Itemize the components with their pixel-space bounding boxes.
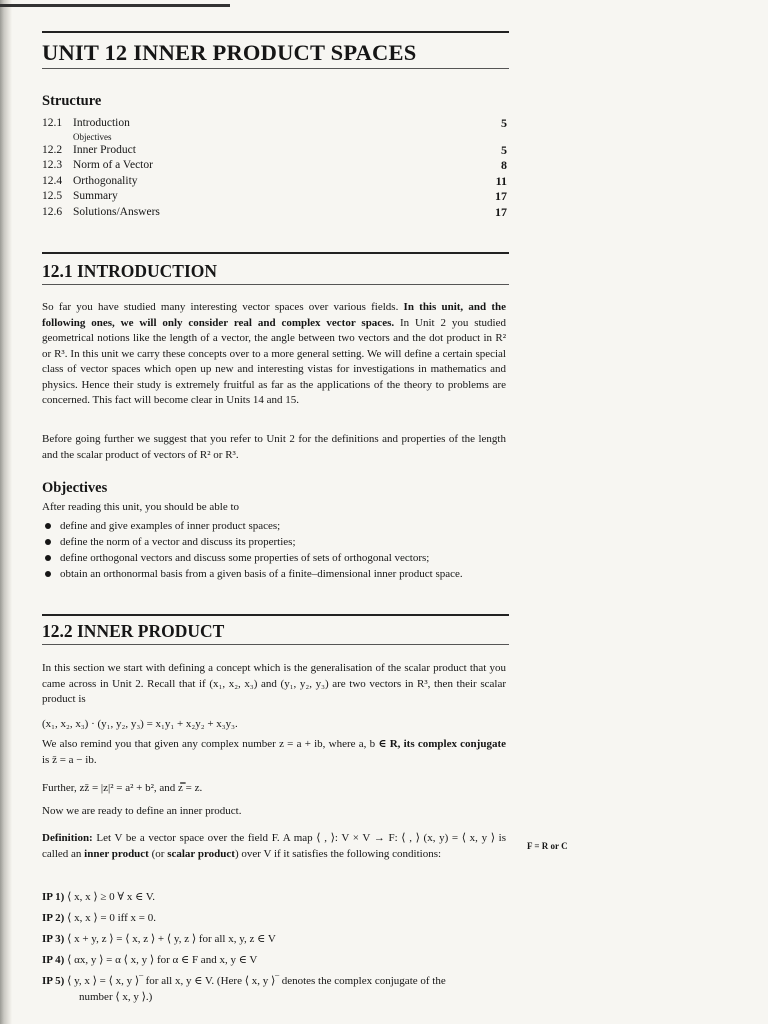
section2-title: 12.2 INNER PRODUCT bbox=[42, 621, 225, 641]
ip-condition: IP 3) ⟨ x + y, z ⟩ = ⟨ x, z ⟩ + ⟨ y, z ⟩ for all x, y, z ∈ V bbox=[42, 933, 276, 945]
scalar-product-equation: (x₁, x₂, x₃) · (y₁, y₂, y₃) = x₁y₁ + x₂y₂ + x₃y₃. bbox=[42, 718, 238, 730]
ip-condition: IP 4) ⟨ αx, y ⟩ = α ⟨ x, y ⟩ for α ∈ F and x, y ∈ V bbox=[42, 954, 258, 966]
section1-top-rule bbox=[42, 252, 509, 254]
ip-condition: IP 1) ⟨ x, x ⟩ ≥ 0 ∀ x ∈ V. bbox=[42, 891, 156, 903]
list-item: define orthogonal vectors and discuss some properties of sets of orthogonal vectors; bbox=[42, 550, 492, 566]
title-bottom-rule bbox=[42, 68, 509, 69]
structure-heading: Structure bbox=[42, 93, 102, 109]
section2-bottom-rule bbox=[42, 644, 509, 645]
ip-condition-continued: number ⟨ x, y ⟩.) bbox=[79, 991, 153, 1003]
ip-condition: IP 5) ⟨ y, x ⟩ = ⟨ x, y ⟩‾ for all x, y ∈ V. (Here ⟨ x, y ⟩‾ denotes the complex conjugate of the bbox=[42, 975, 446, 987]
intro-paragraph-2: Before going further we suggest that you refer to Unit 2 for the definitions and properties of the length and the scalar product of vectors of R² or R³. bbox=[42, 433, 506, 461]
bullet-icon bbox=[45, 571, 51, 577]
section1-bottom-rule bbox=[42, 284, 509, 285]
toc-item[interactable]: 12.3 Norm of a Vector 8 bbox=[42, 158, 507, 173]
objectives-intro: After reading this unit, you should be able to bbox=[42, 501, 240, 513]
list-item: define and give examples of inner product spaces; bbox=[42, 518, 492, 534]
toc-item[interactable]: 12.1 Introduction 5 bbox=[42, 116, 507, 130]
top-rule bbox=[0, 4, 230, 7]
toc-item[interactable]: 12.4 Orthogonality 11 bbox=[42, 173, 507, 188]
inner-product-paragraph: In this section we start with defining a concept which is the generalisation of the scalar product that you came across in Unit 2. Recall that if (x₁, x₂, x₃) and (y₁, y₂, y₃) are two vectors in R³, then their scalar product is bbox=[42, 662, 506, 705]
objectives-heading: Objectives bbox=[42, 480, 108, 496]
further-line: Further, zz̄ = |z|² = a² + b², and z̿ = z. bbox=[42, 782, 203, 794]
toc-item[interactable]: 12.2 Inner Product 5 bbox=[42, 142, 507, 157]
list-item: define the norm of a vector and discuss its properties; bbox=[42, 534, 492, 550]
table-of-contents bbox=[42, 116, 507, 221]
unit-title: UNIT 12 INNER PRODUCT SPACES bbox=[42, 40, 417, 65]
bullet-icon bbox=[45, 555, 51, 561]
title-top-rule bbox=[42, 31, 509, 33]
toc-item[interactable]: 12.6 Solutions/Answers 17 bbox=[42, 204, 507, 219]
section1-title: 12.1 INTRODUCTION bbox=[42, 261, 218, 281]
intro-paragraph: So far you have studied many interesting vector spaces over various fields. In this unit, and the following ones, we will only consider real and complex vector spaces. In Unit 2 you studied geometrical notions like the length of a vector, the angle between two vectors and the dot product in R² or R³. In this unit we carry these concepts over to a more general setting. We will define a certain special class of vector spaces which open up new and interesting vistas for investigations in mathematics and physics. Hence their study is extremely fruitful as far as the applications of the theory to problems are concerned. This fact will become clear in Units 14 and 15. bbox=[42, 301, 506, 406]
ip-condition: IP 2) ⟨ x, x ⟩ = 0 iff x = 0. bbox=[42, 912, 156, 924]
section2-top-rule bbox=[42, 614, 509, 616]
scan-binding-edge bbox=[0, 0, 12, 1024]
complex-conjugate-paragraph: We also remind you that given any complex number z = a + ib, where a, b ∈ R, its complex conjugate is z̄ = a − ib. bbox=[42, 738, 507, 766]
ready-line: Now we are ready to define an inner product. bbox=[42, 805, 242, 817]
objectives-list bbox=[42, 518, 492, 582]
margin-note: F = R or C bbox=[527, 841, 568, 851]
definition-paragraph: Definition: Let V be a vector space over the field F. A map ⟨ , ⟩: V × V → F: ⟨ , ⟩ (x, y) = ⟨ x, y ⟩ is called an inner product (or scalar product) over V if it satisfies the following conditions: bbox=[42, 832, 506, 860]
toc-subitem[interactable]: Objectives bbox=[73, 131, 112, 142]
bullet-icon bbox=[45, 539, 51, 545]
bullet-icon bbox=[45, 523, 51, 529]
toc-item[interactable]: 12.5 Summary 17 bbox=[42, 189, 507, 204]
list-item: obtain an orthonormal basis from a given basis of a finite–dimensional inner product space. bbox=[42, 566, 492, 582]
